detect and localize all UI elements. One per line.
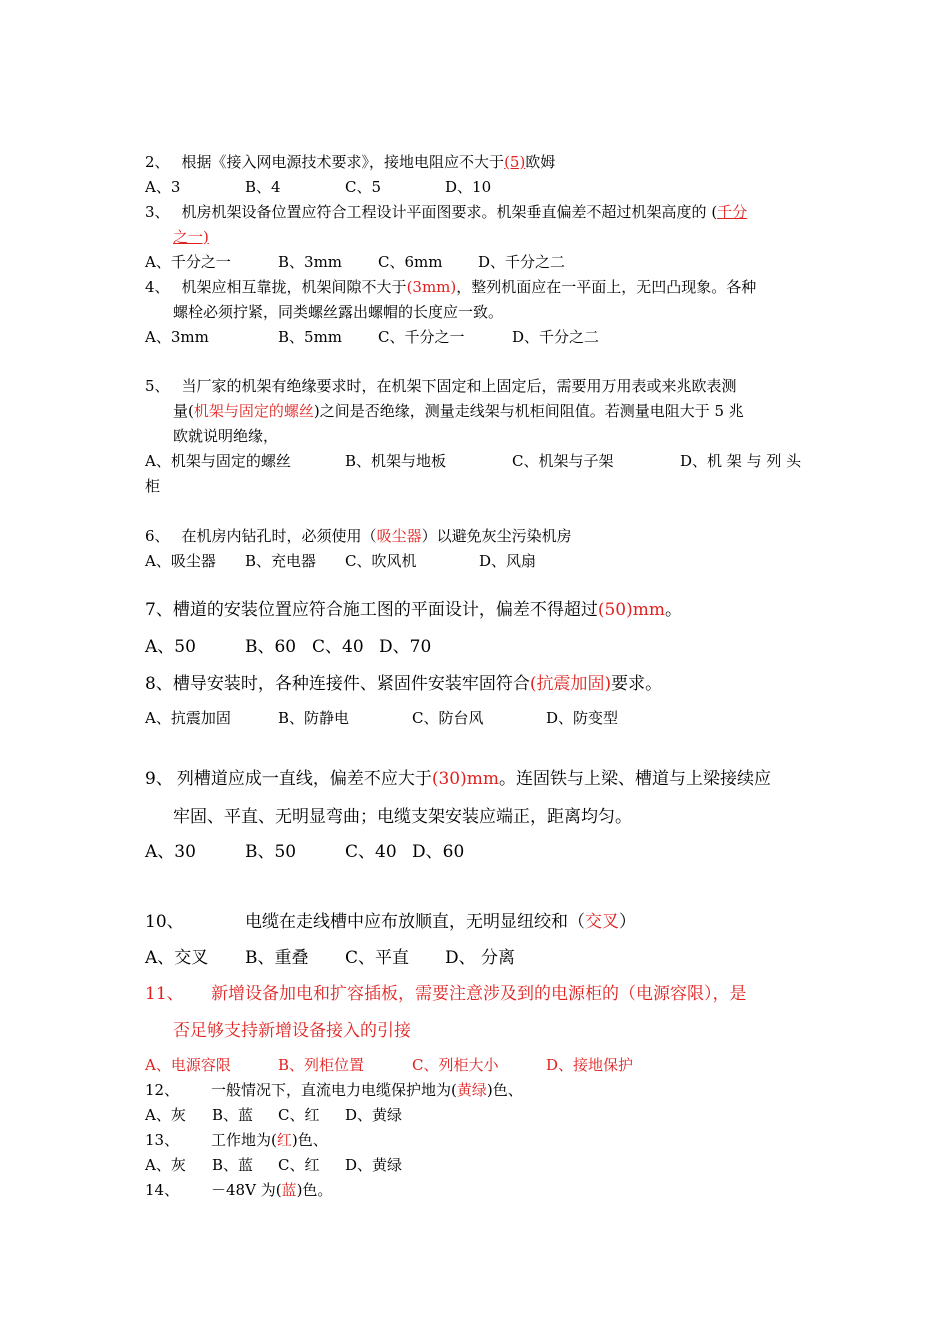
question-text: 一般情况下，直流电力电缆保护地为( [211,1081,457,1099]
option-a: A、吸尘器 [145,552,216,570]
question-text: )之间是否绝缘，测量走线架与机柜间阻值。若测量电阻大于 5 兆 [313,402,744,420]
option-b: B、4 [245,178,281,196]
option-a: A、灰 [145,1156,186,1174]
question-text: 列槽道应成一直线，偏差不应大于 [176,769,432,789]
question-number: 9、 [145,769,173,789]
question-5-line-3: 欧就说明绝缘， [173,427,279,445]
option-b: B、5mm [278,328,343,346]
answer: (3mm) [406,278,457,296]
option-d: D、 分离 [445,948,516,968]
question-text: －48V 为( [211,1181,282,1199]
question-text: 在机房内钻孔时，必须使用（ [181,527,377,545]
answer: 黄绿 [456,1081,487,1099]
question-8 [145,672,662,696]
option-c: C、6mm [378,253,443,271]
option-a: A、交叉 [145,948,209,968]
question-5-line-2 [173,401,744,421]
question-number: 6、 [145,527,170,545]
option-c: C、列柜大小 [412,1056,499,1074]
question-10 [145,910,184,934]
answer: 蓝 [281,1181,297,1199]
option-d: D、接地保护 [546,1056,634,1074]
question-number: 8、 [145,674,173,694]
option-a: A、50 [145,637,196,657]
question-text: 电缆在走线槽中应布放顺直，无明显纽绞和（ [245,912,585,932]
option-a: A、30 [145,842,196,862]
question-13-number: 13、 [145,1131,180,1149]
answer: (30)mm [431,769,499,789]
question-11-number: 11、 [145,984,184,1004]
option-a: A、千分之一 [145,253,231,271]
option-d: D、机 架 与 列 头 [680,452,802,470]
question-4-line-2: 螺栓必须拧紧，同类螺丝露出螺帽的长度应一致。 [173,303,504,321]
option-a: A、抗震加固 [145,709,231,727]
question-13 [211,1130,328,1150]
question-3 [145,202,747,222]
question-number: 3、 [145,203,170,221]
option-b: B、防静电 [278,709,350,727]
option-d: D、黄绿 [345,1156,403,1174]
question-text: 槽导安装时，各种连接件、紧固件安装牢固符合 [172,674,530,694]
question-text: 工作地为( [211,1131,277,1149]
question-7 [145,598,682,622]
question-14 [211,1180,332,1200]
answer: (50)mm [597,600,665,620]
question-3-line-2 [173,227,209,247]
option-d: D、黄绿 [345,1106,403,1124]
option-d: D、60 [412,842,465,862]
option-c: C、40 [312,637,364,657]
question-5 [145,376,737,396]
answer: 红 [276,1131,292,1149]
option-d: D、10 [445,178,492,196]
option-c: C、红 [278,1156,320,1174]
question-text: )色。 [296,1181,333,1199]
option-c: C、平直 [345,948,410,968]
answer: 交叉 [585,912,619,932]
question-text: 槽道的安装位置应符合施工图的平面设计，偏差不得超过 [172,600,598,620]
option-b: B、充电器 [245,552,317,570]
question-9-line-2: 牢固、平直、无明显弯曲；电缆支架安装应端正，距离均匀。 [173,807,632,827]
option-d: D、千分之二 [512,328,600,346]
option-b: B、3mm [278,253,343,271]
option-c: C、机架与子架 [512,452,614,470]
question-9 [145,767,771,791]
option-c: C、千分之一 [378,328,465,346]
question-text: ） [619,912,636,932]
question-14-number: 14、 [145,1181,180,1199]
question-text: 机房机架设备位置应符合工程设计平面图要求。机架垂直偏差不超过机架高度的 ( [181,203,718,221]
option-c: C、5 [345,178,382,196]
option-c: C、40 [345,842,397,862]
question-text: 要求。 [611,674,663,694]
question-11-line-2: 否足够支持新增设备接入的引接 [173,1021,411,1041]
question-6 [145,526,572,546]
option-d: D、千分之二 [478,253,566,271]
option-d: D、70 [379,637,432,657]
question-text: 根据《接入网电源技术要求》，接地电阻应不大于 [181,153,505,171]
question-text: 当厂家的机架有绝缘要求时，在机架下固定和上固定后，需要用万用表或来兆欧表测 [181,377,737,395]
options-5-wrap: 柜 [145,477,161,495]
option-b: B、蓝 [212,1106,254,1124]
question-text: )色、 [291,1131,328,1149]
option-c: C、红 [278,1106,320,1124]
question-12-number: 12、 [145,1081,180,1099]
option-b: B、蓝 [212,1156,254,1174]
option-b: B、重叠 [245,948,309,968]
question-text: 量( [173,402,194,420]
question-2 [145,152,555,172]
answer: (抗震加固) [529,674,612,694]
option-d: D、风扇 [479,552,537,570]
option-d: D、防变型 [546,709,619,727]
answer: 之一) [173,228,209,246]
question-number: 2、 [145,153,170,171]
option-a: A、电源容限 [145,1056,231,1074]
answer: 千分 [717,203,748,221]
question-number: 4、 [145,278,170,296]
option-a: A、3 [145,178,181,196]
question-number: 5、 [145,377,170,395]
answer: 机架与固定的螺丝 [193,402,314,420]
question-number: 7、 [145,600,173,620]
question-text: ，整列机面应在一平面上，无凹凸现象。各种 [456,278,757,296]
question-text: 。 [664,600,682,620]
option-b: B、列柜位置 [278,1056,365,1074]
question-text: 欧姆 [525,153,556,171]
question-text: )色、 [486,1081,523,1099]
question-12 [211,1080,523,1100]
option-a: A、机架与固定的螺丝 [145,452,291,470]
option-a: A、3mm [145,328,209,346]
question-number: 10、 [145,912,184,932]
answer: 吸尘器 [376,527,422,545]
question-10-text [245,910,636,934]
option-c: C、防台风 [412,709,484,727]
question-text: 。连固铁与上梁、槽道与上梁接续应 [498,769,771,789]
option-c: C、吹风机 [345,552,417,570]
option-a: A、灰 [145,1106,186,1124]
option-b: B、50 [245,842,297,862]
question-text: 机架应相互靠拢，机架间隙不大于 [181,278,407,296]
answer: (5) [504,153,526,171]
option-b: B、机架与地板 [345,452,447,470]
question-11-line-1: 新增设备加电和扩容插板，需要注意涉及到的电源柜的（电源容限），是 [211,984,747,1004]
question-4 [145,277,756,297]
option-b: B、60 [245,637,297,657]
question-text: ）以避免灰尘污染机房 [421,527,572,545]
